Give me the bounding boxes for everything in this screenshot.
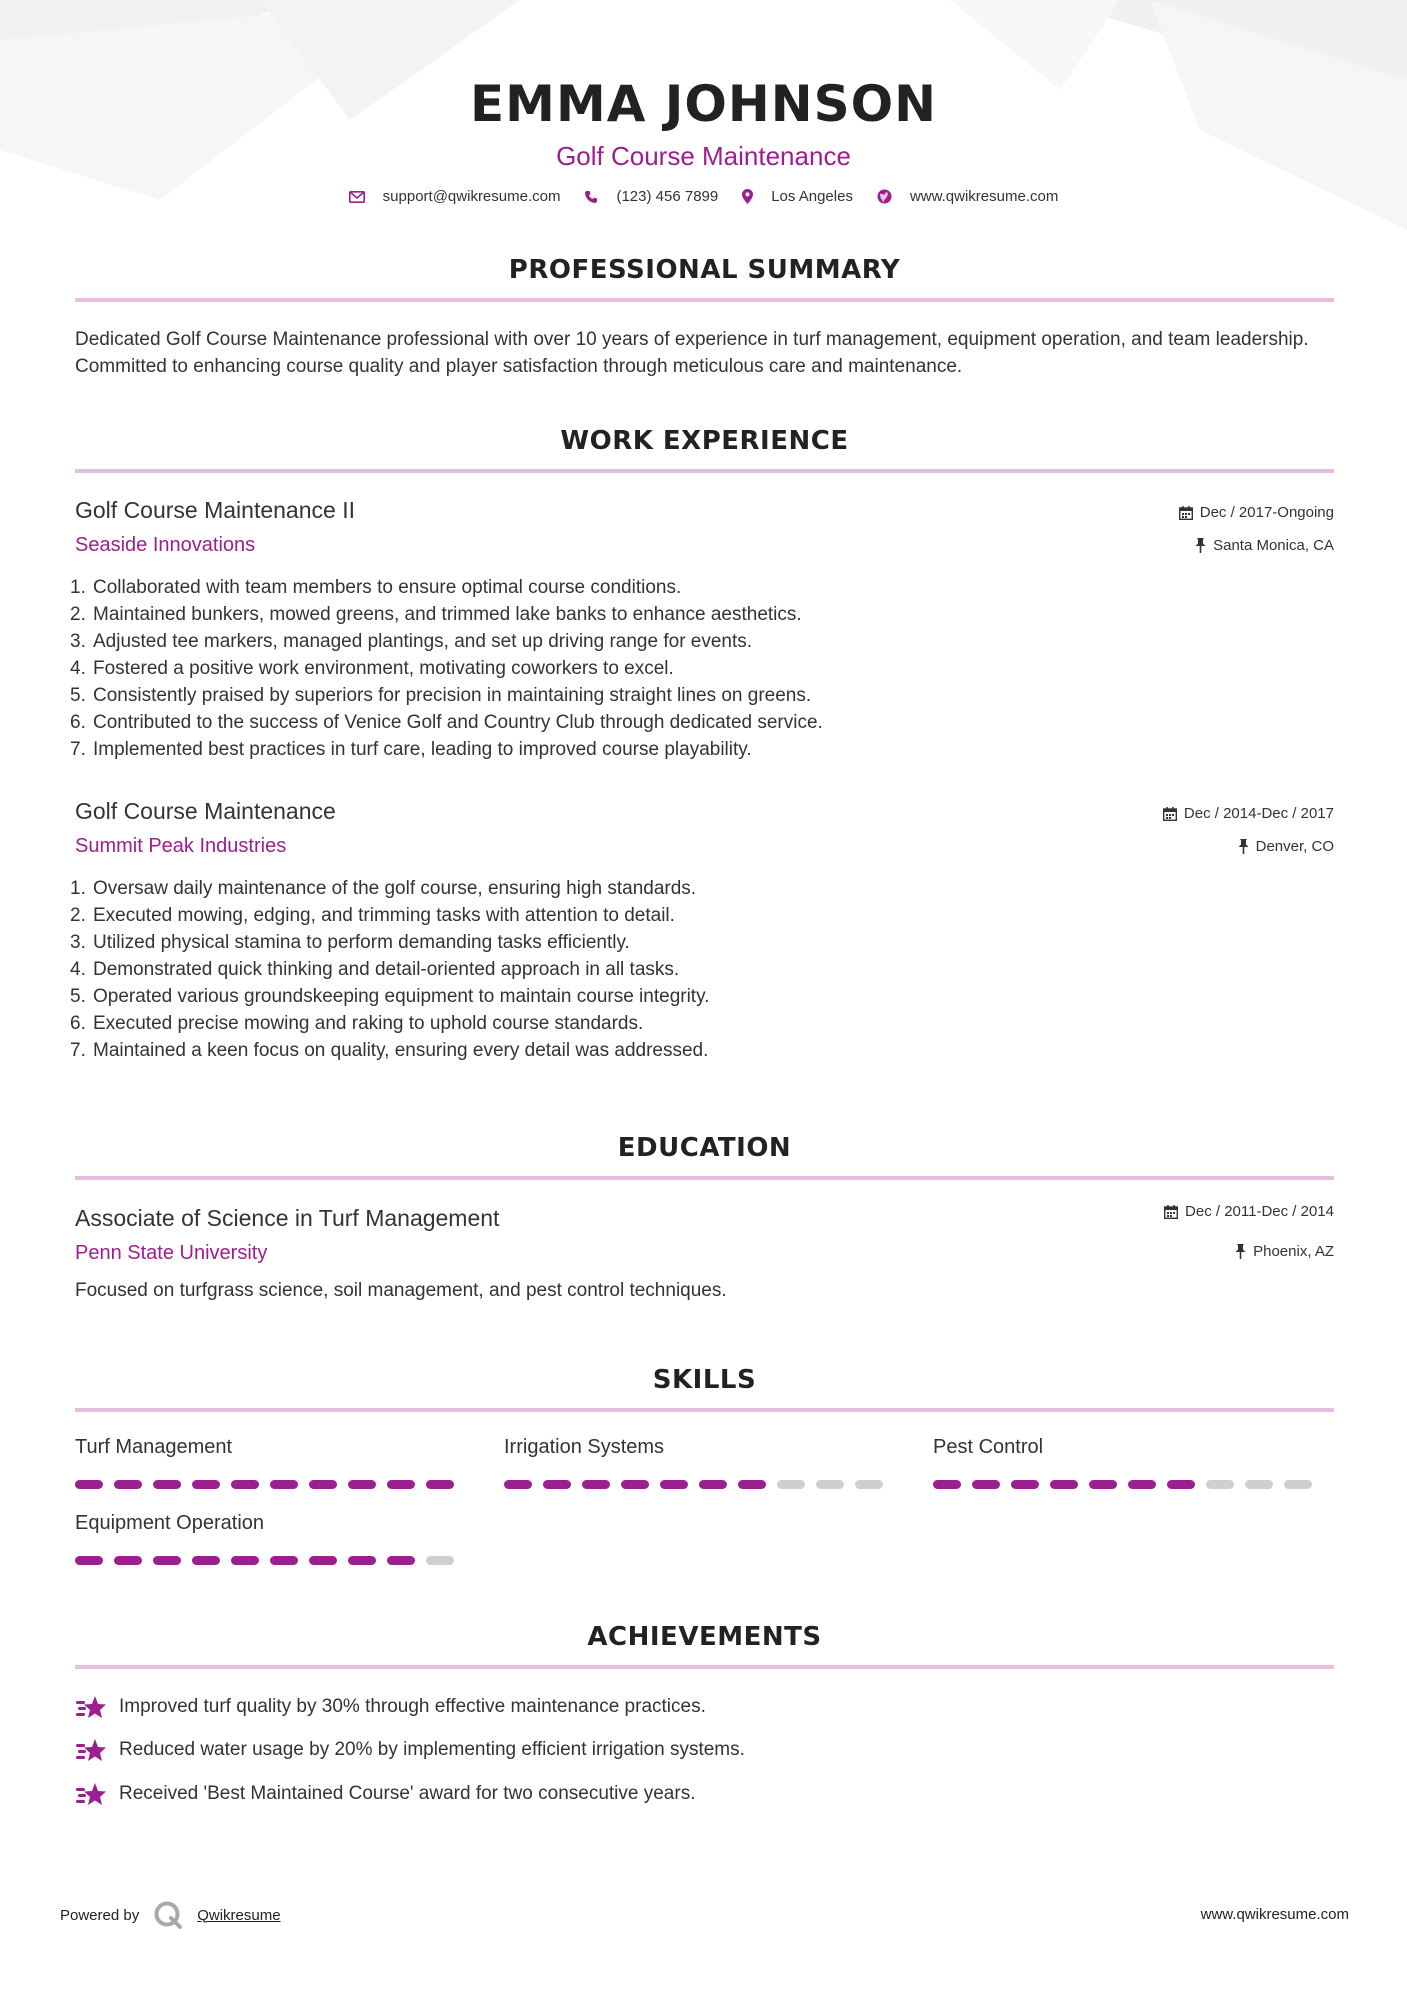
list-item: 7. Implemented best practices in turf care, leading to improved course playability.: [70, 739, 752, 760]
phone-icon: [584, 190, 598, 204]
achievement-item: [75, 1694, 706, 1720]
envelope-icon: [349, 191, 365, 203]
skill-rating-segment: [153, 1480, 181, 1489]
calendar-icon: [1163, 807, 1177, 821]
job-title: Golf Course Maintenance: [75, 798, 336, 824]
skill-rating-segment: [972, 1480, 1000, 1489]
skill-rating-segment: [114, 1480, 142, 1489]
skill-rating-segment: [309, 1556, 337, 1565]
skill-rating-segment: [192, 1480, 220, 1489]
skill-rating-segment: [699, 1480, 727, 1489]
email-text: support@qwikresume.com: [382, 188, 561, 205]
school-name: Penn State University: [75, 1242, 268, 1264]
skill-item: [75, 1436, 465, 1489]
skill-rating-segment: [270, 1480, 298, 1489]
pushpin-icon: [1195, 538, 1206, 553]
skill-rating-segment: [387, 1480, 415, 1489]
achievement-text: Improved turf quality by 30% through effective maintenance practices.: [119, 1696, 706, 1717]
location-text: Los Angeles: [771, 188, 853, 205]
contact-website[interactable]: [877, 188, 1058, 205]
map-pin-icon: [742, 189, 753, 204]
job-location: [1195, 537, 1334, 554]
education-description: Focused on turfgrass science, soil management, and pest control techniques.: [75, 1280, 727, 1301]
job-company: Summit Peak Industries: [75, 835, 287, 857]
pushpin-icon: [1238, 839, 1249, 854]
job-duties-list: [70, 875, 1270, 1064]
skill-rating-segment: [309, 1480, 337, 1489]
list-item: 4. Fostered a positive work environment, motivating coworkers to excel.: [70, 658, 674, 679]
summary-divider: [75, 298, 1334, 302]
skill-rating-segment: [348, 1480, 376, 1489]
skill-rating-segment: [1245, 1480, 1273, 1489]
website-text: www.qwikresume.com: [909, 188, 1059, 205]
list-item: 5. Consistently praised by superiors for precision in maintaining straight lines on greens.: [70, 685, 812, 706]
job-location-text: Santa Monica, CA: [1213, 537, 1334, 554]
skill-rating-segment: [270, 1556, 298, 1565]
skill-name: Turf Management: [75, 1436, 233, 1458]
list-item: 7. Maintained a keen focus on quality, ensuring every detail was addressed.: [70, 1040, 709, 1061]
skill-rating-segment: [153, 1556, 181, 1565]
skill-item: [933, 1436, 1323, 1489]
skill-rating-segment: [504, 1480, 532, 1489]
job-dates: [1179, 504, 1334, 521]
candidate-name: EMMA JOHNSON: [470, 75, 937, 133]
list-item: 2. Maintained bunkers, mowed greens, and trimmed lake banks to enhance aesthetics.: [70, 604, 802, 625]
contact-location: [742, 188, 853, 205]
shooting-star-icon: [75, 1737, 107, 1763]
job-location: [1238, 838, 1334, 855]
achievements-heading: ACHIEVEMENTS: [587, 1622, 822, 1652]
skill-rating-segment: [933, 1480, 961, 1489]
education-location: [1235, 1243, 1334, 1260]
skill-rating-segment: [1050, 1480, 1078, 1489]
skill-rating-segment: [1089, 1480, 1117, 1489]
skill-rating-segment: [1011, 1480, 1039, 1489]
achievement-text: Reduced water usage by 20% by implementing efficient irrigation systems.: [119, 1739, 745, 1760]
skill-name: Equipment Operation: [75, 1512, 265, 1534]
skill-rating-segment: [231, 1556, 259, 1565]
phone-text: (123) 456 7899: [616, 188, 719, 205]
skill-rating-segment: [426, 1480, 454, 1489]
list-item: 2. Executed mowing, edging, and trimming tasks with attention to detail.: [70, 905, 675, 926]
achievement-item: [75, 1737, 745, 1763]
shooting-star-icon: [75, 1781, 107, 1807]
education-dates-text: Dec / 2011-Dec / 2014: [1185, 1203, 1334, 1220]
achievements-divider: [75, 1665, 1334, 1669]
skill-name: Pest Control: [933, 1436, 1044, 1458]
skill-rating-segment: [114, 1556, 142, 1565]
skill-rating-segment: [348, 1556, 376, 1565]
skill-rating-segment: [1284, 1480, 1312, 1489]
job-dates-text: Dec / 2014-Dec / 2017: [1183, 805, 1334, 822]
contact-email[interactable]: [349, 188, 561, 205]
qwikresume-logo-icon: [153, 1900, 183, 1930]
skill-rating-segment: [426, 1556, 454, 1565]
skill-rating-segment: [192, 1556, 220, 1565]
job-dates: [1163, 805, 1334, 822]
skill-rating-segment: [660, 1480, 688, 1489]
skill-rating-segment: [387, 1556, 415, 1565]
skill-rating-segment: [738, 1480, 766, 1489]
skill-rating-segment: [855, 1480, 883, 1489]
skill-rating-bar: [75, 1556, 465, 1565]
calendar-icon: [1179, 506, 1193, 520]
education-heading: EDUCATION: [617, 1133, 792, 1163]
skills-heading: SKILLS: [652, 1365, 757, 1395]
skills-divider: [75, 1408, 1334, 1412]
contact-phone[interactable]: [584, 188, 718, 205]
skill-name: Irrigation Systems: [504, 1436, 665, 1458]
job-dates-text: Dec / 2017-Ongoing: [1199, 504, 1334, 521]
qwikresume-link[interactable]: Qwikresume: [197, 1906, 281, 1924]
education-divider: [75, 1176, 1334, 1180]
list-item: 3. Adjusted tee markers, managed plantings, and set up driving range for events.: [70, 631, 753, 652]
skill-rating-segment: [777, 1480, 805, 1489]
list-item: 4. Demonstrated quick thinking and detail-oriented approach in all tasks.: [70, 959, 680, 980]
job-title: Golf Course Maintenance II: [75, 497, 355, 523]
skill-rating-segment: [1206, 1480, 1234, 1489]
powered-by-label: Powered by: [60, 1906, 140, 1924]
education-dates: [1164, 1203, 1334, 1220]
shooting-star-icon: [75, 1694, 107, 1720]
achievement-item: [75, 1781, 695, 1807]
degree-title: Associate of Science in Turf Management: [75, 1205, 500, 1231]
experience-divider: [75, 469, 1334, 473]
summary-heading: PROFESSIONAL SUMMARY: [508, 255, 901, 285]
skill-rating-segment: [75, 1556, 103, 1565]
skill-rating-bar: [933, 1480, 1323, 1489]
list-item: 3. Utilized physical stamina to perform demanding tasks efficiently.: [70, 932, 630, 953]
skill-rating-segment: [1167, 1480, 1195, 1489]
resume-header: [0, 72, 1407, 172]
skill-rating-segment: [75, 1480, 103, 1489]
job-duties-list: [70, 574, 1270, 763]
skill-rating-segment: [582, 1480, 610, 1489]
candidate-title: Golf Course Maintenance: [556, 141, 851, 171]
list-item: 1. Oversaw daily maintenance of the golf course, ensuring high standards.: [70, 878, 697, 899]
skill-rating-segment: [621, 1480, 649, 1489]
summary-text: Dedicated Golf Course Maintenance professional with over 10 years of experience in turf management, equipment operation, and team leadership. Committed to enhancing course quality and player satisfaction through meticulous care and maintenance.: [75, 329, 1309, 377]
list-item: 5. Operated various groundskeeping equipment to maintain course integrity.: [70, 986, 710, 1007]
skill-rating-segment: [231, 1480, 259, 1489]
list-item: 6. Executed precise mowing and raking to uphold course standards.: [70, 1013, 644, 1034]
skill-rating-segment: [543, 1480, 571, 1489]
pushpin-icon: [1235, 1244, 1246, 1259]
experience-heading: WORK EXPERIENCE: [560, 426, 849, 456]
globe-icon: [877, 189, 892, 204]
skill-rating-segment: [816, 1480, 844, 1489]
list-item: 6. Contributed to the success of Venice Golf and Country Club through dedicated service.: [70, 712, 823, 733]
skill-rating-segment: [1128, 1480, 1156, 1489]
skill-item: [504, 1436, 894, 1489]
footer-powered-by: [60, 1900, 281, 1930]
job-location-text: Denver, CO: [1255, 838, 1334, 855]
skill-rating-bar: [504, 1480, 894, 1489]
footer-website-link[interactable]: www.qwikresume.com: [1200, 1906, 1349, 1923]
calendar-icon: [1164, 1205, 1178, 1219]
skill-rating-bar: [75, 1480, 465, 1489]
education-location-text: Phoenix, AZ: [1253, 1243, 1334, 1260]
achievement-text: Received 'Best Maintained Course' award for two consecutive years.: [119, 1783, 696, 1804]
list-item: 1. Collaborated with team members to ensure optimal course conditions.: [70, 577, 682, 598]
skill-item: [75, 1512, 465, 1565]
contact-bar: [0, 188, 1407, 205]
job-company: Seaside Innovations: [75, 534, 256, 556]
